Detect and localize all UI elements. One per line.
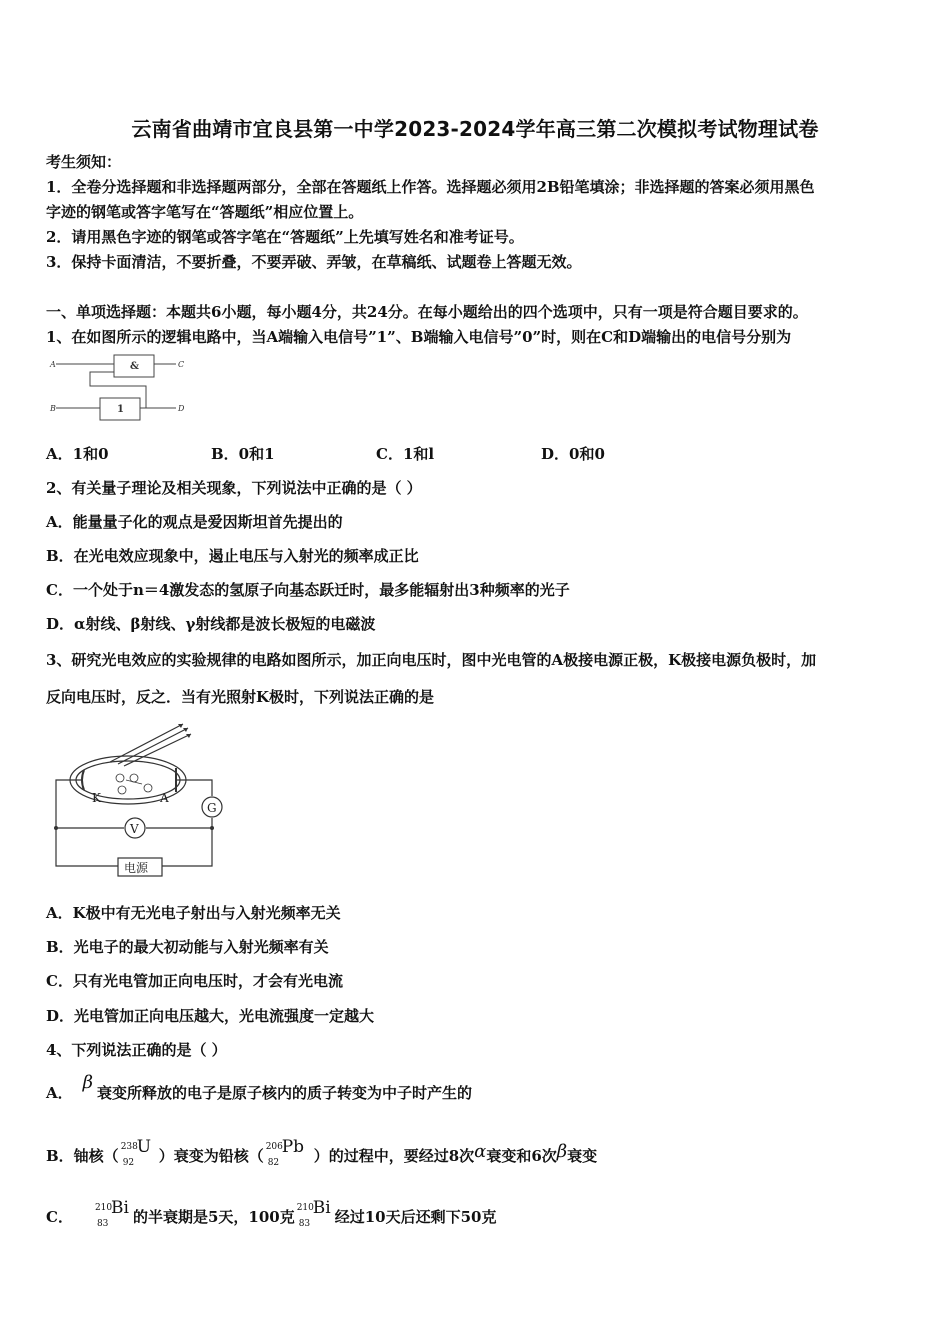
q2-option-c[interactable]: C．一个处于n＝4激发态的氢原子向基态跃迁时，最多能辐射出3种频率的光子 xyxy=(46,581,570,599)
input-a-label: A xyxy=(50,360,56,369)
q2-option-a[interactable]: A．能量量子化的观点是爱因斯坦首先提出的 xyxy=(46,513,343,531)
q1-option-c[interactable]: C．1和l xyxy=(376,445,435,463)
q3-option-c[interactable]: C．只有光电管加正向电压时，才会有光电流 xyxy=(46,972,343,990)
q4-option-c[interactable]: C． 210 83 Bi 的半衰期是5天，100克 210 83 Bi 经过10天后还剩下50克 xyxy=(46,1198,497,1229)
output-d-label: D xyxy=(178,404,185,413)
q1-stem: 1、在如图所示的逻辑电路中，当A端输入电信号”1”、B端输入电信号”0”时，则在C和D端输出的电信号分别为 xyxy=(46,328,792,346)
cathode-k-label: K xyxy=(92,791,101,805)
bismuth-nuclide: 210 83 Bi xyxy=(94,1198,129,1229)
beta-symbol-b: β xyxy=(556,1141,568,1162)
q3-option-a[interactable]: A．K极中有无光电子射出与入射光频率无关 xyxy=(46,904,341,922)
q1-option-b[interactable]: B．0和1 xyxy=(211,445,275,463)
output-c-label: C xyxy=(178,360,185,369)
voltmeter-label: V xyxy=(130,822,139,836)
notice-item-3: 3．保持卡面清洁，不要折叠，不要弄破、弄皱，在草稿纸、试题卷上答题无效。 xyxy=(46,253,582,271)
input-b-label: B xyxy=(50,404,56,413)
q2-stem: 2、有关量子理论及相关现象，下列说法中正确的是（ ） xyxy=(46,479,422,497)
q3-stem-line2: 反向电压时，反之．当有光照射K极时，下列说法正确的是 xyxy=(46,688,435,706)
and-gate-symbol: & xyxy=(130,361,140,372)
q3-option-b[interactable]: B．光电子的最大初动能与入射光频率有关 xyxy=(46,938,329,956)
q4-option-b[interactable]: B．铀核（ 238 92 U ）衰变为铅核（ 206 82 Pb ）的过程中，要经过8次α衰变和6次β衰变 xyxy=(46,1137,598,1168)
notice-item-1-cont: 字迹的钢笔或答字笔写在“答题纸”相应位置上。 xyxy=(46,203,364,221)
lead-nuclide: 206 82 Pb xyxy=(265,1137,305,1168)
q2-option-b[interactable]: B．在光电效应现象中，遏止电压与入射光的频率成正比 xyxy=(46,547,419,565)
photoelectric-circuit-diagram xyxy=(48,718,233,886)
notice-item-1: 1．全卷分选择题和非选择题两部分，全部在答题纸上作答。选择题必须用2B铅笔填涂；非选择题的答案必须用黑色 xyxy=(46,178,815,196)
q3-option-d[interactable]: D．光电管加正向电压越大，光电流强度一定越大 xyxy=(46,1007,375,1025)
bismuth-nuclide-2: 210 83 Bi xyxy=(296,1198,331,1229)
notice-heading: 考生须知： xyxy=(46,153,122,171)
notice-item-2: 2．请用黑色字迹的钢笔或答字笔在“答题纸”上先填写姓名和准考证号。 xyxy=(46,228,524,246)
section-heading: 一、单项选择题：本题共6小题，每小题4分，共24分。在每小题给出的四个选项中，只有一项是符合题目要求的。 xyxy=(46,303,808,321)
q1-option-d[interactable]: D．0和0 xyxy=(541,445,605,463)
q2-option-d[interactable]: D．α射线、β射线、γ射线都是波长极短的电磁波 xyxy=(46,615,376,633)
beta-symbol: β xyxy=(82,1072,94,1093)
uranium-nuclide: 238 92 U xyxy=(120,1137,152,1168)
q4-stem: 4、下列说法正确的是（ ） xyxy=(46,1041,227,1059)
q1-option-a[interactable]: A．1和0 xyxy=(46,445,109,463)
logic-circuit-diagram xyxy=(48,352,198,422)
q3-stem-line1: 3、研究光电效应的实验规律的电路如图所示，加正向电压时，图中光电管的A极接电源正极，K极接电源负极时，加 xyxy=(46,651,817,669)
alpha-symbol: α xyxy=(474,1141,487,1162)
q4-option-a[interactable]: A． β 衰变所释放的电子是原子核内的质子转变为中子时产生的 xyxy=(46,1072,473,1102)
not-gate-symbol: 1 xyxy=(117,404,124,415)
q1-options xyxy=(46,444,605,464)
power-source-label: 电源 xyxy=(124,861,149,875)
anode-a-label: A xyxy=(160,791,169,805)
galvanometer-label: G xyxy=(207,801,217,815)
page-title: 云南省曲靖市宜良县第一中学2023-2024学年高三第二次模拟考试物理试卷 xyxy=(131,117,819,141)
